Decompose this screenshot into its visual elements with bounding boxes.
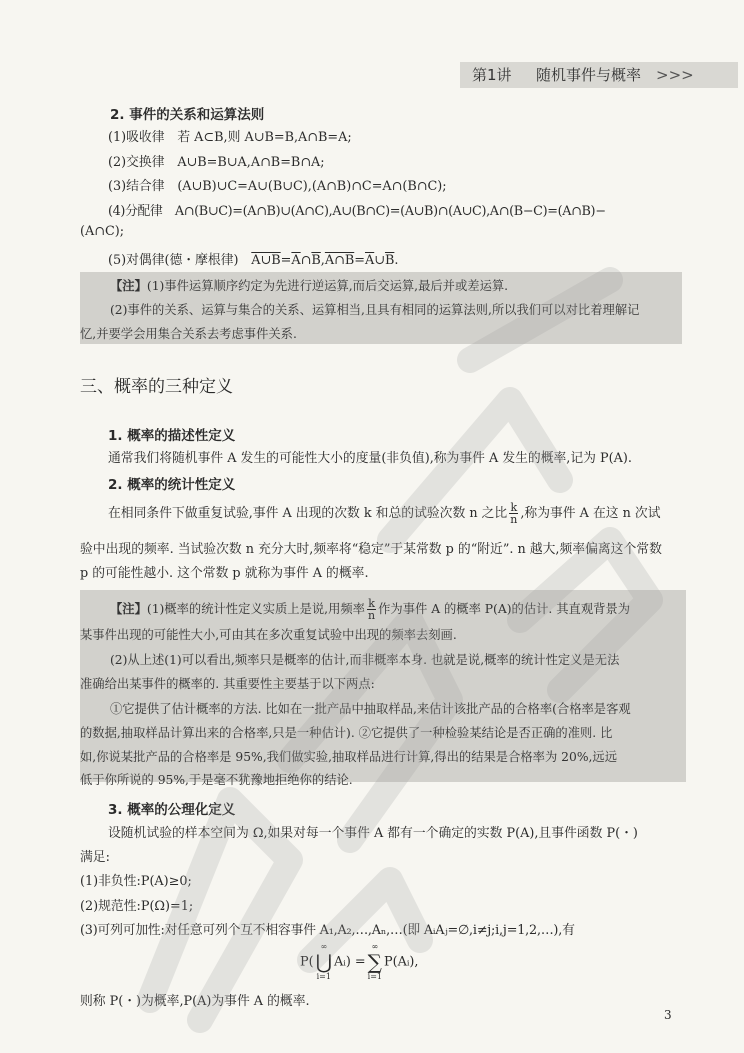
note-line: 低于你所说的 95%,于是毫不犹豫地拒绝你的结论.: [80, 773, 353, 787]
law-commutative: (2)交换律 A∪B=B∪A,A∩B=B∩A;: [108, 155, 325, 170]
paragraph: 在相同条件下做重复试验,事件 A 出现的次数 k 和总的试验次数 n 之比 $\frac{k}{n}$ ,称为事件 A 在这 n 次试: [108, 501, 661, 526]
note-line: 的数据,抽取样品计算出来的合格率,只是一种估计). ②它提供了一种检验某结论是否正确的准则. 比: [80, 726, 613, 740]
paragraph: 则称 P(・)为概率,P(A)为事件 A 的概率.: [80, 994, 310, 1009]
subsection-title: 2. 概率的统计性定义: [108, 477, 236, 493]
fraction: $\frac{k}{n}$: [510, 501, 518, 526]
subsection-title: 3. 概率的公理化定义: [108, 802, 236, 818]
law-de-morgan: (5)对偶律(德・摩根律) $A\cup B=\overline{A}\cap\overline{B},A\cap B=\overline{A}\cup\overline{B}$.: [108, 253, 399, 268]
law-absorption: (1)吸收律 若 A⊂B,则 A∪B=B,A∩B=A;: [108, 130, 352, 145]
paragraph: 通常我们将随机事件 A 发生的可能性大小的度量(非负值),称为事件 A 发生的概率,记为 P(A).: [108, 451, 632, 466]
lesson-number: 第1讲: [472, 66, 512, 84]
additivity-formula: P( ∞ ⋃ i=1 Aᵢ) = ∞ ∑ i=1 P(Aᵢ),: [300, 942, 419, 981]
paragraph: 设随机试验的样本空间为 Ω,如果对每一个事件 A 都有一个确定的实数 P(A),且事件函数 P(・): [108, 826, 638, 841]
law-distributive-cont: (A∩C);: [80, 224, 125, 239]
paragraph: p 的可能性越小. 这个常数 p 就称为事件 A 的概率.: [80, 566, 369, 581]
chapter-header: [460, 62, 738, 88]
paragraph: 验中出现的频率. 当试验次数 n 充分大时,频率将“稳定”于某常数 p 的“附近”. n 越大,频率偏离这个常数: [80, 542, 662, 557]
chevron-right-icon: >>>: [656, 66, 694, 84]
chapter-title: 随机事件与概率: [536, 66, 642, 84]
page-number: 3: [664, 1008, 672, 1022]
note-line: ①它提供了估计概率的方法. 比如在一批产品中抽取样品,来估计该批产品的合格率(合格率是客观: [110, 702, 631, 716]
note-line: (2)事件的关系、运算与集合的关系、运算相当,且具有相同的运算法则,所以我们可以对比着理解记: [110, 303, 640, 317]
axiom-normalization: (2)规范性:P(Ω)=1;: [80, 899, 194, 914]
axiom-countable-additivity: (3)可列可加性:对任意可列个互不相容事件 A₁,A₂,…,Aₙ,…(即 AᵢAⱼ=∅,i≠j;i,j=1,2,…),有: [80, 923, 575, 938]
fraction: $\frac{k}{n}$: [368, 597, 376, 622]
union-operator: ∞ ⋃ i=1: [315, 942, 333, 981]
note-line: (2)从上述(1)可以看出,频率只是概率的估计,而非概率本身. 也就是说,概率的统计性定义是无法: [110, 653, 620, 667]
note-line: 准确给出某事件的概率的. 其重要性主要基于以下两点:: [80, 677, 375, 691]
subsection-title: 1. 概率的描述性定义: [108, 428, 236, 444]
note-line: 如,你说某批产品的合格率是 95%,我们做实验,抽取样品进行计算,得出的结果是合格率为 20%,远远: [80, 750, 618, 764]
law-associative: (3)结合律 (A∪B)∪C=A∪(B∪C),(A∩B)∩C=A∩(B∩C);: [108, 179, 447, 194]
section-title: 三、概率的三种定义: [80, 377, 233, 397]
subsection-title: 2. 事件的关系和运算法则: [110, 107, 265, 123]
note-line: 某事件出现的可能性大小,可由其在多次重复试验中出现的频率去刻画.: [80, 628, 457, 642]
sum-operator: ∞ ∑ i=1: [367, 942, 382, 981]
note-line: 【注】(1)事件运算顺序约定为先进行逆运算,而后交运算,最后并或差运算.: [110, 279, 509, 293]
axiom-nonnegativity: (1)非负性:P(A)≥0;: [80, 874, 192, 889]
note-line: 忆,并要学会用集合关系去考虑事件关系.: [80, 327, 297, 341]
note-line: 【注】(1)概率的统计性定义实质上是说,用频率 $\frac{k}{n}$ 作为事件 A 的概率 P(A)的估计. 其直观背景为: [110, 597, 631, 622]
law-distributive: (4)分配律 A∩(B∪C)=(A∩B)∪(A∩C),A∪(B∩C)=(A∪B)∩(A∪C),A∩(B−C)=(A∩B)−: [108, 204, 606, 219]
paragraph: 满足:: [80, 850, 110, 865]
